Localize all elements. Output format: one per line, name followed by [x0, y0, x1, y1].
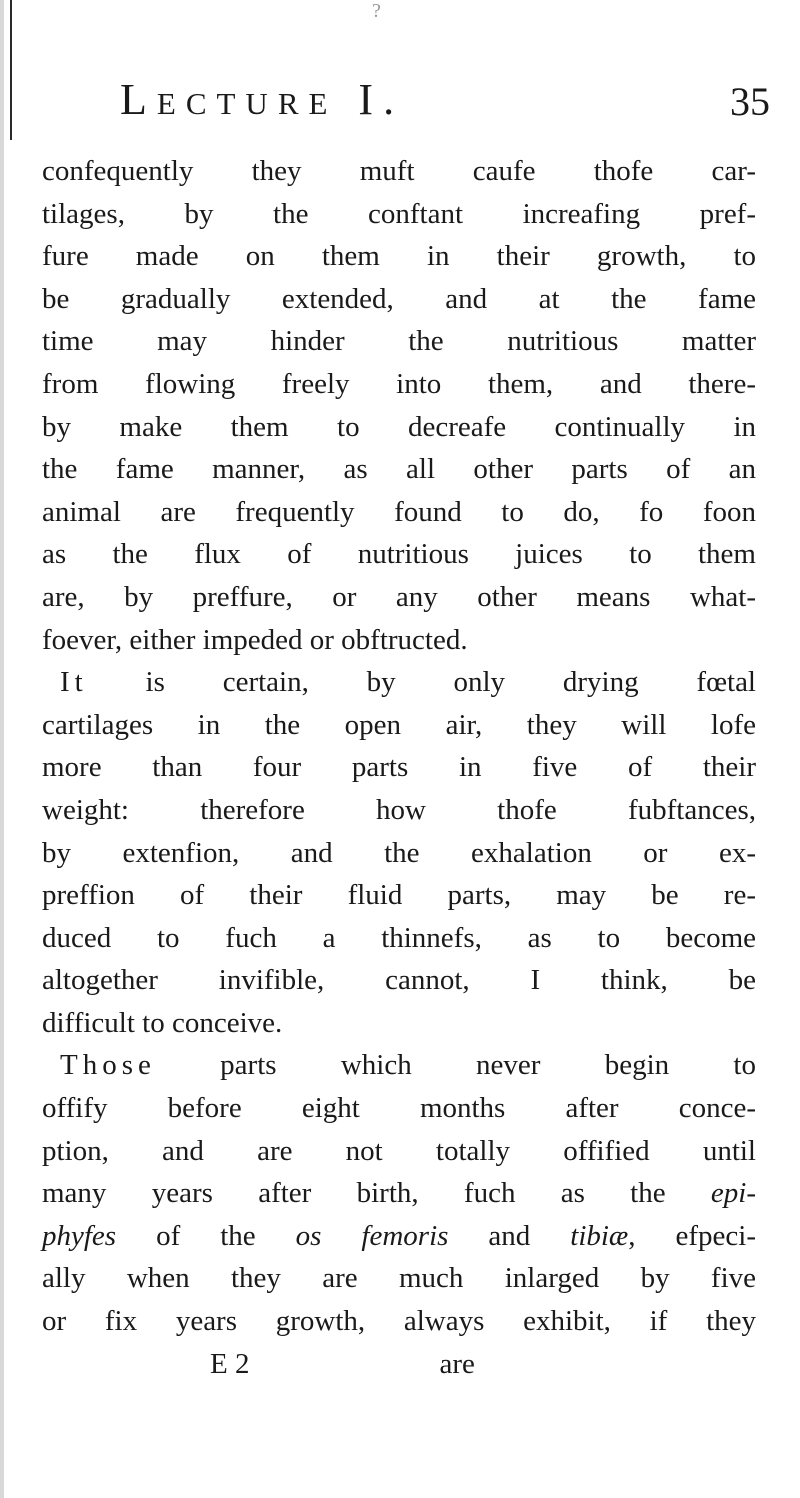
text-line-with-italic [42, 1172, 756, 1215]
text-line: are, by preffure, or any other means what- [42, 580, 756, 613]
text-line: animal are frequently found to do, fo foon [42, 495, 756, 528]
text-line: ally when they are much inlarged by five [42, 1262, 756, 1295]
binding-edge [0, 0, 4, 1498]
text-line: weight: therefore how thofe fubftances, [42, 793, 756, 826]
text-line: altogether invifible, cannot, I think, be [42, 964, 756, 997]
paragraph-opening [42, 661, 756, 704]
text-line: cartilages in the open air, they will lofe [42, 708, 756, 741]
binding-shadow [10, 0, 12, 140]
text-segment: and [448, 1219, 571, 1252]
paragraph-lead-rest: parts which never begin to [155, 1049, 756, 1082]
text-line: as the flux of nutritious juices to them [42, 538, 756, 571]
text-line: confequently they muft caufe thofe car- [42, 155, 756, 187]
text-line: duced to fuch a thinnefs, as to become [42, 921, 756, 954]
paragraph-lead-word: Those [60, 1049, 156, 1082]
body-text [42, 150, 782, 1385]
running-head: Lecture I. [120, 75, 405, 124]
text-segment: of the [116, 1219, 296, 1252]
text-line: by extenfion, and the exhalation or ex- [42, 836, 756, 869]
text-line: be gradually extended, and at the fame [42, 282, 756, 315]
text-line: or fix years growth, always exhibit, if they [42, 1305, 756, 1338]
catchword: are [439, 1347, 475, 1380]
text-line: tilages, by the conftant increafing pref- [42, 197, 756, 230]
paragraph-opening [42, 1044, 756, 1087]
text-line: difficult to conceive. [42, 1006, 283, 1039]
paragraph-lead-word: It [60, 666, 88, 699]
italic-term: phyfes [42, 1219, 117, 1252]
text-line: time may hinder the nutritious matter [42, 325, 756, 358]
text-line-with-italic [42, 1215, 756, 1258]
text-line: foever, either impeded or obftructed. [42, 623, 468, 656]
text-line: more than four parts in five of their [42, 751, 756, 784]
text-line: from flowing freely into them, and there- [42, 367, 756, 400]
text-line: ption, and are not totally offified until [42, 1134, 756, 1167]
paragraph-lead-rest: is certain, by only drying fœtal [87, 666, 756, 699]
text-line: the fame manner, as all other parts of an [42, 453, 756, 486]
italic-term: epi- [710, 1177, 756, 1210]
italic-term: os femoris [295, 1219, 449, 1252]
stray-mark: ? [372, 0, 381, 22]
page-number: 35 [730, 79, 770, 124]
catchline [42, 1343, 756, 1386]
text-segment: many years after birth, fuch as the [42, 1177, 666, 1210]
text-line: preffion of their fluid parts, may be re- [42, 879, 756, 912]
text-line: by make them to decreafe continually in [42, 410, 756, 443]
page-header [120, 74, 770, 134]
text-line: offify before eight months after conce- [42, 1092, 756, 1125]
italic-term: tibiæ [570, 1219, 629, 1252]
text-line: fure made on them in their growth, to [42, 240, 756, 273]
signature-mark: E 2 [210, 1347, 250, 1380]
text-segment: , efpeci- [628, 1219, 756, 1252]
